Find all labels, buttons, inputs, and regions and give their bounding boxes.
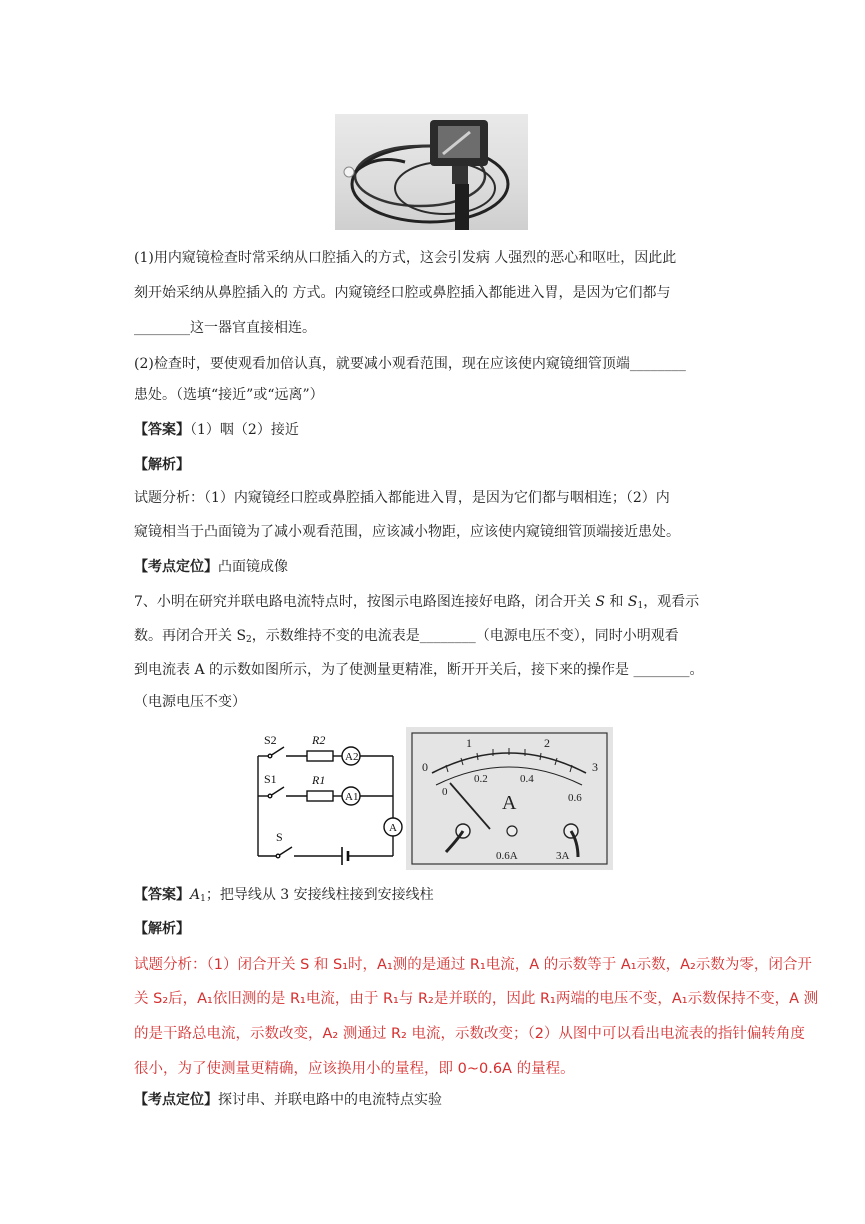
label-a2: A2 [345, 751, 359, 763]
q7-answer-label: 【答案】 [134, 887, 190, 903]
q7-answer-a: A [190, 887, 201, 903]
q6-line-2: 刻开始采纳从鼻腔插入的 方式。内窥镜经口腔或鼻腔插入都能进入胃，是因为它们都与 [134, 285, 671, 301]
meter-needle [450, 783, 490, 829]
q6-keypoint [134, 557, 288, 577]
terminal-3a-label: 3A [556, 850, 570, 862]
label-s2: S2 [264, 733, 277, 747]
bottom-tick-06: 0.6 [568, 792, 582, 804]
bottom-tick-02: 0.2 [474, 773, 488, 785]
q7-line-1-end: ，观看示 [643, 594, 700, 610]
q7-keypoint-text: 探讨串、并联电路中的电流特点实验 [218, 1092, 442, 1108]
terminal-06a [507, 826, 517, 836]
circuit-diagram [250, 726, 410, 866]
q6-keypoint-label: 【考点定位】 [134, 559, 218, 575]
q7-red-line-1: 试题分析：（1）闭合开关 S 和 S₁时，A₁测的是通过 R₁电流，A 的示数等于 A₁示数，A₂示数为零，闭合开 [134, 957, 812, 973]
q6-analysis-line-2: 窥镜相当于凸面镜为了减小观看范围，应该减小物距，应该使内窥镜细管顶端接近患处。 [134, 524, 680, 540]
q7-blank-1: ________ [419, 628, 476, 644]
q6-analysis-label [134, 455, 190, 475]
q6-answer-label: 【答案】 [134, 422, 190, 438]
q7-line-2-c: （电源电压不变），同时小明观看 [475, 628, 679, 644]
q7-line-2-a: 数。再闭合开关 S [134, 628, 247, 644]
q6-line-4-text: (2)检查时，要使观看加倍认真，就要减小观看范围，现在应该使内窥镜细管顶端 [134, 356, 630, 372]
q6-blank-1: ________ [134, 320, 190, 336]
q7-answer [134, 885, 434, 909]
q7-switch-s1: S [627, 594, 638, 610]
bottom-tick-0: 0 [442, 786, 448, 798]
q7-answer-text: ；把导线从 3 安接线柱接到安接线柱 [205, 887, 434, 903]
endoscope-image [335, 114, 528, 230]
q7-keypoint [134, 1090, 442, 1110]
q7-red-line-2: 关 S₂后，A₁依旧测的是 R₁电流，由于 R₁与 R₂是并联的，因此 R₁两端的电压不变，A₁示数保持不变，A 测 [134, 991, 819, 1007]
terminal-06a-label: 0.6A [496, 850, 518, 862]
q7-analysis-label-text: 【解析】 [134, 921, 190, 937]
q6-blank-2: ________ [629, 356, 686, 372]
q7-blank-2: ________ [633, 662, 690, 678]
label-a1: A1 [345, 791, 359, 803]
q7-keypoint-label: 【考点定位】 [134, 1092, 218, 1108]
q6-analysis-label-text: 【解析】 [134, 457, 190, 473]
q7-sub-1: 1 [637, 601, 644, 611]
q7-red-line-4: 很小，为了使测量更精确，应该换用小的量程，即 0~0.6A 的量程。 [134, 1061, 575, 1077]
q7-line-4: （电源电压不变） [134, 694, 246, 710]
q6-answer [134, 420, 299, 440]
label-s: S [276, 830, 283, 844]
q7-line-3 [134, 660, 703, 680]
q6-answer-text: （1）咽（2）接近 [190, 422, 299, 438]
q6-line-3 [134, 318, 316, 338]
label-s1: S1 [264, 772, 277, 786]
top-tick-0: 0 [422, 760, 428, 774]
top-tick-2: 2 [544, 736, 550, 750]
top-tick-1: 1 [466, 736, 472, 750]
q7-line-1 [134, 592, 699, 616]
ammeter-graphic [406, 727, 613, 870]
label-r2: R2 [312, 733, 326, 747]
q6-keypoint-text: 凸面镜成像 [218, 559, 288, 575]
label-r1: R1 [312, 773, 326, 787]
q6-line-3-text: 这一器官直接相连。 [190, 320, 316, 336]
unit-label: A [502, 792, 517, 814]
q7-sub-2: 2 [246, 635, 252, 645]
q7-line-2-b: ，示数维持不变的电流表是 [251, 628, 420, 644]
q7-switch-s: S [595, 594, 605, 610]
q7-line-2 [134, 626, 679, 650]
q7-and: 和 [609, 594, 624, 610]
q7-line-3-b: 。 [689, 662, 704, 678]
q6-line-1: (1)用内窥镜检查时常采纳从口腔插入的方式，这会引发病 人强烈的恶心和呕吐，因此此 [134, 250, 677, 266]
q7-answer-sub: 1 [200, 894, 206, 904]
q6-analysis-line-1: 试题分析：（1）内窥镜经口腔或鼻腔插入都能进入胃，是因为它们都与咽相连；（2）内 [134, 490, 670, 506]
q6-line-4 [134, 354, 686, 374]
q7-red-line-3: 的是干路总电流，示数改变，A₂ 测通过 R₂ 电流，示数改变；（2）从图中可以看出电流表的指针偏转角度 [134, 1026, 805, 1042]
q7-analysis-label [134, 919, 190, 939]
q6-line-5: 患处。（选填“接近”或“远离”） [134, 387, 324, 403]
q7-line-1-text: 7、小明在研究并联电路电流特点时，按图示电路图连接好电路，闭合开关 [134, 594, 591, 610]
label-a: A [389, 822, 397, 834]
top-tick-3: 3 [592, 760, 598, 774]
endoscope-photo [335, 114, 528, 230]
ammeter-dial [406, 727, 613, 870]
bottom-tick-04: 0.4 [520, 773, 534, 785]
q7-line-3-a: 到电流表 A 的示数如图所示，为了使测量更精准，断开开关后，接下来的操作是 [134, 662, 630, 678]
